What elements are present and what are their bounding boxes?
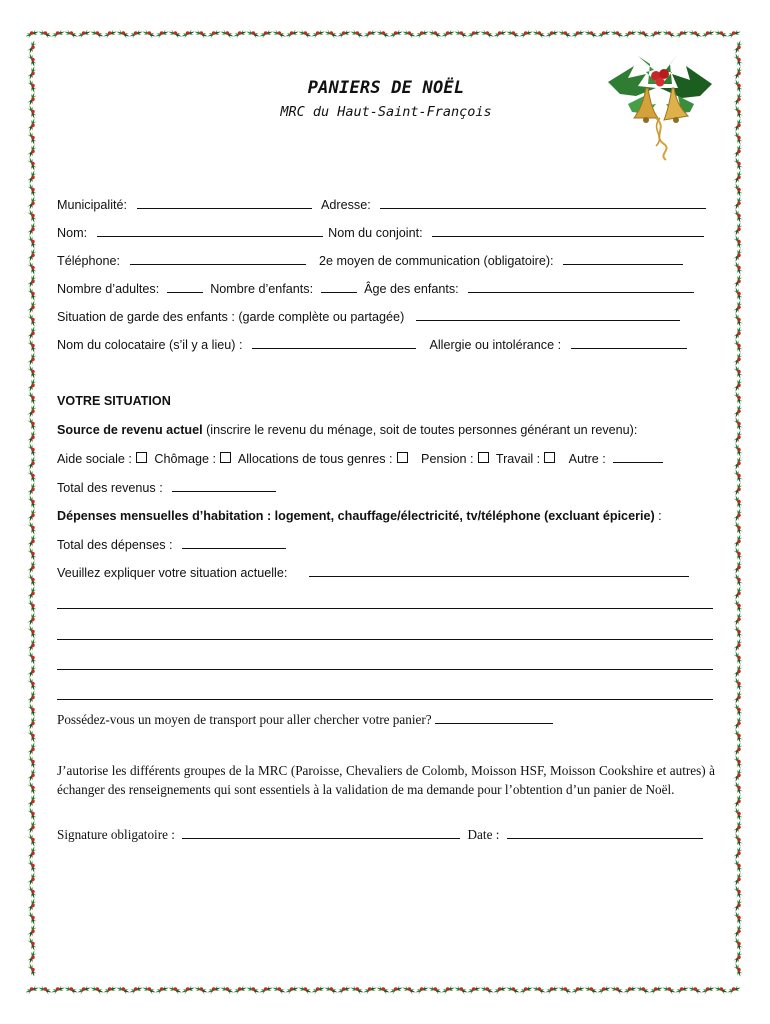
nom-label: Nom: bbox=[57, 226, 88, 240]
christmas-bells-icon bbox=[598, 44, 722, 164]
municipalite-label: Municipalité: bbox=[57, 198, 127, 212]
allergie-field[interactable] bbox=[571, 337, 687, 349]
age-enfants-field[interactable] bbox=[468, 281, 694, 293]
row-total-revenus bbox=[57, 480, 715, 496]
total-depenses-field[interactable] bbox=[182, 537, 286, 549]
pension-checkbox[interactable] bbox=[478, 452, 489, 463]
row-depenses bbox=[57, 508, 715, 524]
row-garde bbox=[57, 309, 715, 325]
nb-adultes-label: Nombre d’adultes: bbox=[57, 282, 160, 296]
date-label: Date : bbox=[467, 827, 500, 842]
telephone-label: Téléphone: bbox=[57, 254, 121, 268]
moyen2-label: 2e moyen de communication (obligatoire): bbox=[319, 254, 554, 268]
chomage-label: Chômage : bbox=[154, 452, 217, 466]
allergie-label: Allergie ou intolérance : bbox=[429, 338, 562, 352]
signature-label: Signature obligatoire : bbox=[57, 827, 175, 842]
row-transport bbox=[57, 712, 715, 728]
adresse-field[interactable] bbox=[380, 197, 706, 209]
telephone-field[interactable] bbox=[130, 253, 306, 265]
allocations-label: Allocations de tous genres : bbox=[237, 452, 393, 466]
nb-adultes-field[interactable] bbox=[167, 281, 203, 293]
row-revenu bbox=[57, 422, 715, 438]
pension-label: Pension : bbox=[421, 452, 474, 466]
expliquer-field[interactable] bbox=[309, 565, 689, 577]
row-municipalite bbox=[57, 197, 715, 213]
municipalite-field[interactable] bbox=[137, 197, 312, 209]
date-field[interactable] bbox=[507, 827, 703, 839]
revenu-note: (inscrire le revenu du ménage, soit de toutes personnes générant un revenu): bbox=[202, 423, 638, 437]
transport-question: Possédez-vous un moyen de transport pour aller chercher votre panier? bbox=[57, 712, 432, 727]
total-revenus-label: Total des revenus : bbox=[57, 481, 163, 495]
total-depenses-label: Total des dépenses : bbox=[57, 538, 173, 552]
expliquer-label: Veuillez expliquer votre situation actuelle: bbox=[57, 566, 288, 580]
row-colocataire bbox=[57, 337, 715, 353]
age-enfants-label: Âge des enfants: bbox=[364, 282, 459, 296]
adresse-label: Adresse: bbox=[321, 198, 371, 212]
nom-conjoint-field[interactable] bbox=[432, 225, 704, 237]
explanation-line-3[interactable] bbox=[57, 669, 713, 670]
colocataire-label: Nom du colocataire (s’il y a lieu) : bbox=[57, 338, 243, 352]
chomage-checkbox[interactable] bbox=[220, 452, 231, 463]
row-signature bbox=[57, 827, 715, 843]
aide-sociale-label: Aide sociale : bbox=[57, 452, 132, 466]
row-sources bbox=[57, 451, 715, 467]
signature-field[interactable] bbox=[182, 827, 460, 839]
autorisation-paragraph: J’autorise les différents groupes de la MRC (Paroisse, Chevaliers de Colomb, Moisson HSF, Moisson Cookshire et autres) à échanger des renseignements qui sont essentiels à la validation de ma demande pour l’obtention d’un panier de Noël. bbox=[57, 763, 715, 797]
page-subtitle: MRC du Haut-Saint-François bbox=[280, 104, 492, 120]
nb-enfants-field[interactable] bbox=[321, 281, 357, 293]
travail-label: Travail : bbox=[495, 452, 541, 466]
row-famille bbox=[57, 281, 715, 297]
row-total-depenses bbox=[57, 537, 715, 553]
depenses-label: Dépenses mensuelles d’habitation : logement, chauffage/électricité, tv/téléphone (excluant épicerie) bbox=[57, 509, 655, 523]
explanation-line-4[interactable] bbox=[57, 699, 713, 700]
garde-label: Situation de garde des enfants : (garde complète ou partagée) bbox=[57, 310, 405, 324]
nom-conjoint-label: Nom du conjoint: bbox=[328, 226, 423, 240]
moyen2-field[interactable] bbox=[563, 253, 683, 265]
aide-sociale-checkbox[interactable] bbox=[136, 452, 147, 463]
colocataire-field[interactable] bbox=[252, 337, 416, 349]
allocations-checkbox[interactable] bbox=[397, 452, 408, 463]
page-title: PANIERS DE NOËL bbox=[307, 78, 465, 98]
garde-field[interactable] bbox=[416, 309, 680, 321]
transport-field[interactable] bbox=[435, 712, 553, 724]
explanation-line-2[interactable] bbox=[57, 639, 713, 640]
revenu-label: Source de revenu actuel bbox=[57, 423, 203, 437]
nom-field[interactable] bbox=[97, 225, 323, 237]
autre-label: Autre : bbox=[568, 452, 606, 466]
travail-checkbox[interactable] bbox=[544, 452, 555, 463]
row-telephone bbox=[57, 253, 715, 269]
depenses-colon: : bbox=[654, 509, 662, 523]
situation-heading: VOTRE SITUATION bbox=[57, 394, 171, 408]
row-nom bbox=[57, 225, 715, 241]
total-revenus-field[interactable] bbox=[172, 480, 276, 492]
autre-field[interactable] bbox=[613, 451, 663, 463]
nb-enfants-label: Nombre d’enfants: bbox=[210, 282, 314, 296]
row-expliquer bbox=[57, 565, 715, 581]
explanation-line-1[interactable] bbox=[57, 608, 713, 609]
